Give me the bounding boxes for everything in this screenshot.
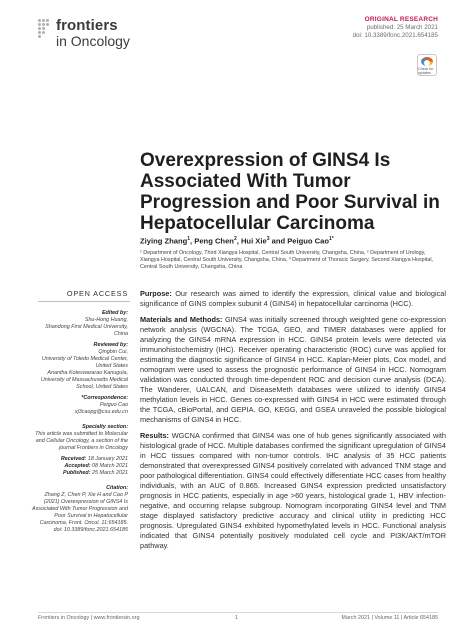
- published-label: Published:: [62, 470, 91, 477]
- citation-label: Citation:: [106, 485, 128, 492]
- received-date: 18 January 2021: [87, 456, 128, 463]
- footer-volume: March 2021 | Volume 11 | Article 654185: [341, 615, 438, 620]
- author-sup: 1: [187, 236, 191, 242]
- article-title: Overexpression of GINS4 Is Associated With Tumor Progression and Poor Survival in Hepatocellular Carcinoma: [140, 150, 440, 234]
- doi[interactable]: doi: 10.3389/fonc.2021.654185: [352, 31, 438, 39]
- abstract-purpose: [140, 289, 446, 309]
- results-text: WGCNA confirmed that GINS4 was one of hub genes significantly associated with histological grade of HCC. Multiple databases confirmed the significant upregulation of GINS4 in HCC tissues compared with non-tumor controls. IHC analysis of 35 HCC patients demonstrated that overexpressed GINS4 positively correlated with advanced TNM stage and poor pathological differentiation. GINS4 could effectively differentiate HCC cases from healthy individuals, with an AUC of 0.865. Increased GINS4 expression predicted unsatisfactory prognosis in HCC patients, especially in age >60 years, histological grade 1, HBV infection-negative, and occurring relapse subgroup. Nomogram incorporating GINS4 level and TNM stage displayed satisfactory predictive accuracy and clinical utility in predicting HCC prognosis. Upregulated GINS4 exhibited hypomethylated levels in HCC. Functional analysis indicated that GINS4 potentially positively modulated cell cycle and PI3K/AKT/mTOR pathway.: [140, 430, 446, 550]
- abstract: [140, 289, 446, 557]
- results-label: Results:: [140, 430, 169, 440]
- citation-text: Zhang Z, Chen P, Xie H and Cao P (2021) Overexpression of GINS4 Is Associated With Tumor Progression and Poor Survival in Hepatocellular Carcinoma. Front. Oncol. 11:654185. doi: 10.3389/fonc.2021.654185: [31, 492, 128, 534]
- author-sup: 3: [266, 236, 270, 242]
- journal-logo: [38, 18, 130, 48]
- correspondent-name: Peiguo Cao: [99, 402, 128, 409]
- accepted-date: 08 March 2021: [92, 463, 128, 470]
- published-date-row: [30, 470, 128, 477]
- footer-journal-link[interactable]: Frontiers in Oncology | www.frontiersin.org: [38, 615, 140, 620]
- check-for-updates-button[interactable]: [417, 54, 437, 76]
- editor-affiliation: Shandong First Medical University, China: [45, 324, 128, 338]
- received-date-row: [30, 456, 128, 463]
- reviewer-name: Qingbin Cui,: [98, 349, 128, 356]
- editor-name: Shu-Hong Huang,: [84, 317, 128, 324]
- published-date: published: 25 March 2021: [366, 24, 438, 32]
- specialty-section-label: Specialty section:: [82, 424, 128, 431]
- edited-by-label: Edited by:: [101, 310, 128, 316]
- journal-name: in Oncology: [56, 32, 130, 49]
- article-info-sidebar: [30, 306, 128, 534]
- author-name[interactable]: Hui Xie: [240, 236, 267, 246]
- page-number: 1: [235, 615, 238, 620]
- methods-text: GINS4 was initially screened through weighted gene co-expression network analysis (WGCNA). The TCGA, GEO, and TIMER databases were applied for analyzing the GINS4 mRNA expression in HCC. GINS4 protein levels were detected via immunohistochemistry (IHC). Receiver operating characteristic (ROC) curve was applied for estimating the diagnostic significance of GINS4 in HCC. Kaplan-Meier plots, Cox model, and nomogram were used to assess the prognostic performance of GINS4 in HCC. Nomogram validation was conducted through time-dependent ROC and decision curve analysis (DCA). The Wanderer, UALCAN, and DiseaseMeth databases were utilized to identify GINS4 methylation levels in HCC. Genes co-expressed with GINS4 in HCC were estimated through the TCGA, cBioPortal, and GEPIA. GO, KEGG, and GSEA unraveled the possible biological mechanisms of GINS4 in HCC.: [140, 314, 446, 424]
- brand-name: frontiers: [56, 17, 118, 34]
- accepted-label: Accepted:: [64, 463, 91, 470]
- author-sup: 1*: [329, 236, 334, 242]
- correspondence-email[interactable]: xj3caopg@csu.edu.cn: [74, 409, 128, 416]
- article-meta: [353, 16, 438, 40]
- reviewer-affiliation: University of Toledo Medical Center, United States: [41, 356, 128, 370]
- methods-label: Materials and Methods:: [140, 314, 223, 324]
- author-name[interactable]: Ziying Zhang: [140, 236, 188, 246]
- article-type: ORIGINAL RESEARCH: [364, 16, 438, 23]
- abstract-results: [140, 431, 446, 551]
- specialty-section-text: This article was submitted to Molecular and Cellular Oncology, a section of the journal Frontiers in Oncology: [35, 431, 128, 452]
- frontiers-dots-icon: [38, 19, 52, 41]
- reviewer-name: Anantha Koteswararao Kanugula,: [47, 370, 128, 377]
- reviewed-by-label: Reviewed by:: [93, 342, 128, 349]
- check-updates-label: Check for updates: [418, 67, 434, 75]
- author-separator: ,: [190, 236, 195, 246]
- author-separator: ,: [236, 236, 241, 246]
- author-sup: 2: [233, 236, 237, 242]
- correspondence-label: *Correspondence:: [81, 395, 128, 402]
- author-name[interactable]: Peng Chen: [194, 236, 234, 246]
- abstract-methods: [140, 315, 446, 425]
- received-label: Received:: [60, 456, 87, 463]
- author-name[interactable]: Peiguo Cao: [287, 236, 329, 246]
- author-list: [140, 236, 334, 246]
- reviewer-affiliation: University of Massachusetts Medical School, United States: [40, 377, 128, 391]
- published-date-sidebar: 25 March 2021: [92, 470, 128, 477]
- check-updates-icon: [421, 57, 433, 66]
- sidebar-divider: [38, 301, 130, 302]
- footer-rule: [38, 612, 438, 613]
- purpose-text: Our research was aimed to identify the expression, clinical value and biological significance of GINS complex subunit 4 (GINS4) in hepatocellular carcinoma (HCC).: [140, 289, 446, 308]
- purpose-label: Purpose:: [140, 289, 172, 298]
- author-and: and: [269, 236, 288, 246]
- accepted-date-row: [30, 463, 128, 470]
- open-access-label: OPEN ACCESS: [66, 289, 128, 298]
- affiliations: ¹ Department of Oncology, Third Xiangya Hospital, Central South University, Changsha, China, ² Department of Urology, Xiangya Hospital, Central South University, Changsha, China, ³ Department of Thoracic Surgery, Second Xiangya Hospital, Central South University, Changsha, China: [140, 250, 434, 271]
